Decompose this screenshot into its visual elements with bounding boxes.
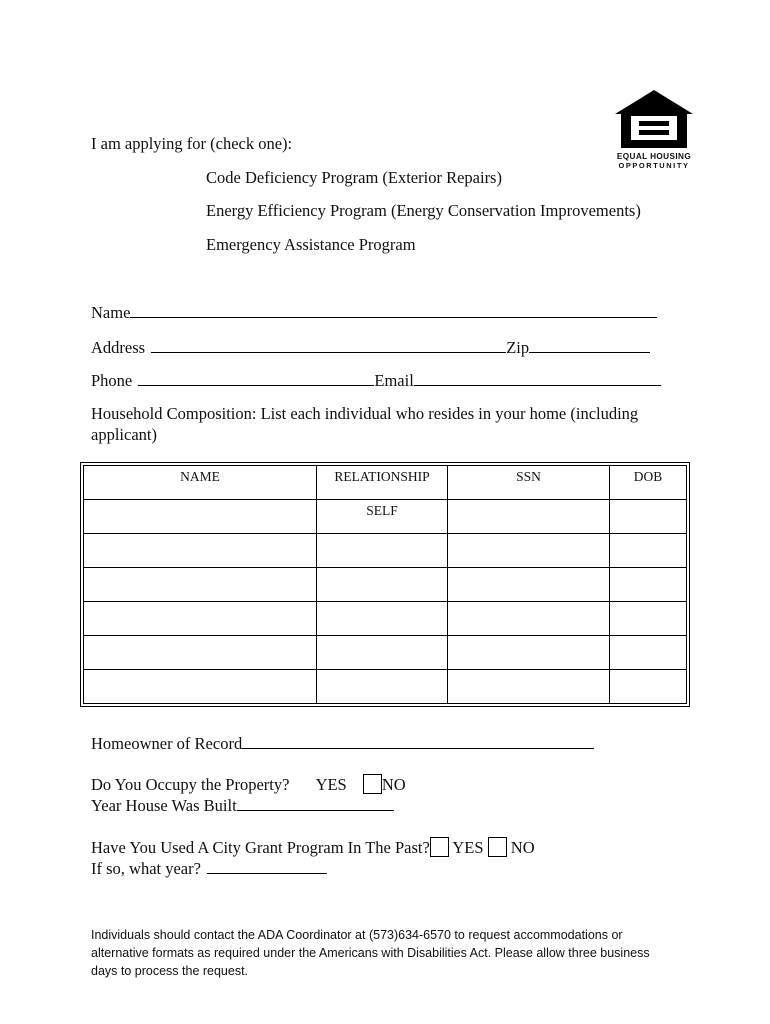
- email-field[interactable]: [414, 370, 661, 386]
- table-row: [84, 534, 687, 568]
- ada-note: [91, 926, 691, 980]
- grant-row: [91, 837, 535, 858]
- household-intro-line2: applicant): [91, 425, 157, 444]
- name-field[interactable]: [130, 302, 657, 318]
- relationship-cell[interactable]: [317, 636, 448, 670]
- household-intro-line1: Household Composition: List each individual who resides in your home (including: [91, 404, 639, 423]
- zip-field[interactable]: [529, 337, 650, 353]
- zip-label: Zip: [506, 338, 530, 357]
- homeowner-label: Homeowner of Record: [91, 734, 243, 753]
- column-header-relationship: RELATIONSHIP: [317, 466, 448, 500]
- grant-question: Have You Used A City Grant Program In The Past?: [91, 838, 430, 857]
- grant-no-checkbox[interactable]: [488, 837, 507, 857]
- grant-yes-label: YES: [452, 838, 484, 857]
- relationship-cell[interactable]: [317, 568, 448, 602]
- table-row: [84, 568, 687, 602]
- applying-heading: I am applying for (check one):: [91, 134, 293, 153]
- grant-year-field[interactable]: [207, 858, 327, 874]
- ssn-cell[interactable]: [448, 636, 610, 670]
- dob-cell[interactable]: [610, 500, 687, 534]
- address-row: [91, 337, 650, 358]
- relationship-cell[interactable]: [317, 602, 448, 636]
- column-header-name: NAME: [84, 466, 317, 500]
- relationship-cell[interactable]: [317, 534, 448, 568]
- program-option-code-deficiency[interactable]: Code Deficiency Program (Exterior Repairs): [206, 168, 502, 187]
- year-built-label: Year House Was Built: [91, 796, 237, 815]
- ssn-cell[interactable]: [448, 568, 610, 602]
- dob-cell[interactable]: [610, 568, 687, 602]
- year-built-row: [91, 795, 394, 816]
- column-header-ssn: SSN: [448, 466, 610, 500]
- address-label: Address: [91, 338, 146, 357]
- homeowner-row: [91, 733, 594, 754]
- email-label: Email: [374, 371, 414, 390]
- ada-note-line1: Individuals should contact the ADA Coordinator at (573)634-6570 to request accommodations or: [91, 928, 623, 942]
- program-option-emergency-assistance[interactable]: Emergency Assistance Program: [206, 235, 416, 254]
- dob-cell[interactable]: [610, 534, 687, 568]
- phone-field[interactable]: [138, 370, 374, 386]
- ada-note-line3: days to process the request.: [91, 964, 249, 978]
- dob-cell[interactable]: [610, 636, 687, 670]
- occupy-no-label: NO: [381, 775, 406, 794]
- equal-housing-house-icon: [613, 88, 695, 150]
- occupy-no-checkbox[interactable]: [363, 774, 382, 794]
- grant-year-label: If so, what year?: [91, 859, 201, 878]
- ssn-cell[interactable]: [448, 602, 610, 636]
- dob-cell[interactable]: [610, 602, 687, 636]
- phone-email-row: [91, 370, 661, 391]
- table-row: [84, 500, 687, 534]
- logo-text-line1: EQUAL HOUSING: [616, 152, 692, 161]
- grant-no-label: NO: [510, 838, 535, 857]
- table-row: [84, 602, 687, 636]
- year-built-field[interactable]: [237, 795, 394, 811]
- relationship-cell[interactable]: [317, 670, 448, 704]
- grant-year-row: [91, 858, 327, 879]
- table-row: [84, 636, 687, 670]
- ssn-cell[interactable]: [448, 534, 610, 568]
- logo-text-line2: OPPORTUNITY: [618, 161, 690, 170]
- program-option-energy-efficiency[interactable]: Energy Efficiency Program (Energy Conservation Improvements): [206, 201, 641, 220]
- occupy-question: Do You Occupy the Property?: [91, 775, 290, 794]
- household-table: [83, 465, 687, 704]
- column-header-dob: DOB: [610, 466, 687, 500]
- name-cell[interactable]: [84, 534, 317, 568]
- dob-cell[interactable]: [610, 670, 687, 704]
- table-header-row: [84, 466, 687, 500]
- address-field[interactable]: [151, 337, 506, 353]
- name-row: [91, 302, 657, 323]
- name-cell[interactable]: [84, 500, 317, 534]
- grant-yes-checkbox[interactable]: [430, 837, 449, 857]
- occupy-yes-label: YES: [315, 775, 347, 794]
- name-cell[interactable]: [84, 568, 317, 602]
- ssn-cell[interactable]: [448, 500, 610, 534]
- homeowner-field[interactable]: [242, 733, 594, 749]
- name-cell[interactable]: [84, 602, 317, 636]
- relationship-cell: SELF: [317, 500, 448, 534]
- occupy-row: [91, 774, 406, 795]
- equal-housing-logo: [612, 88, 696, 170]
- name-label: Name: [91, 303, 131, 322]
- name-cell[interactable]: [84, 670, 317, 704]
- phone-label: Phone: [91, 371, 133, 390]
- name-cell[interactable]: [84, 636, 317, 670]
- ssn-cell[interactable]: [448, 670, 610, 704]
- table-row: [84, 670, 687, 704]
- ada-note-line2: alternative formats as required under the Americans with Disabilities Act. Please allow three business: [91, 946, 650, 960]
